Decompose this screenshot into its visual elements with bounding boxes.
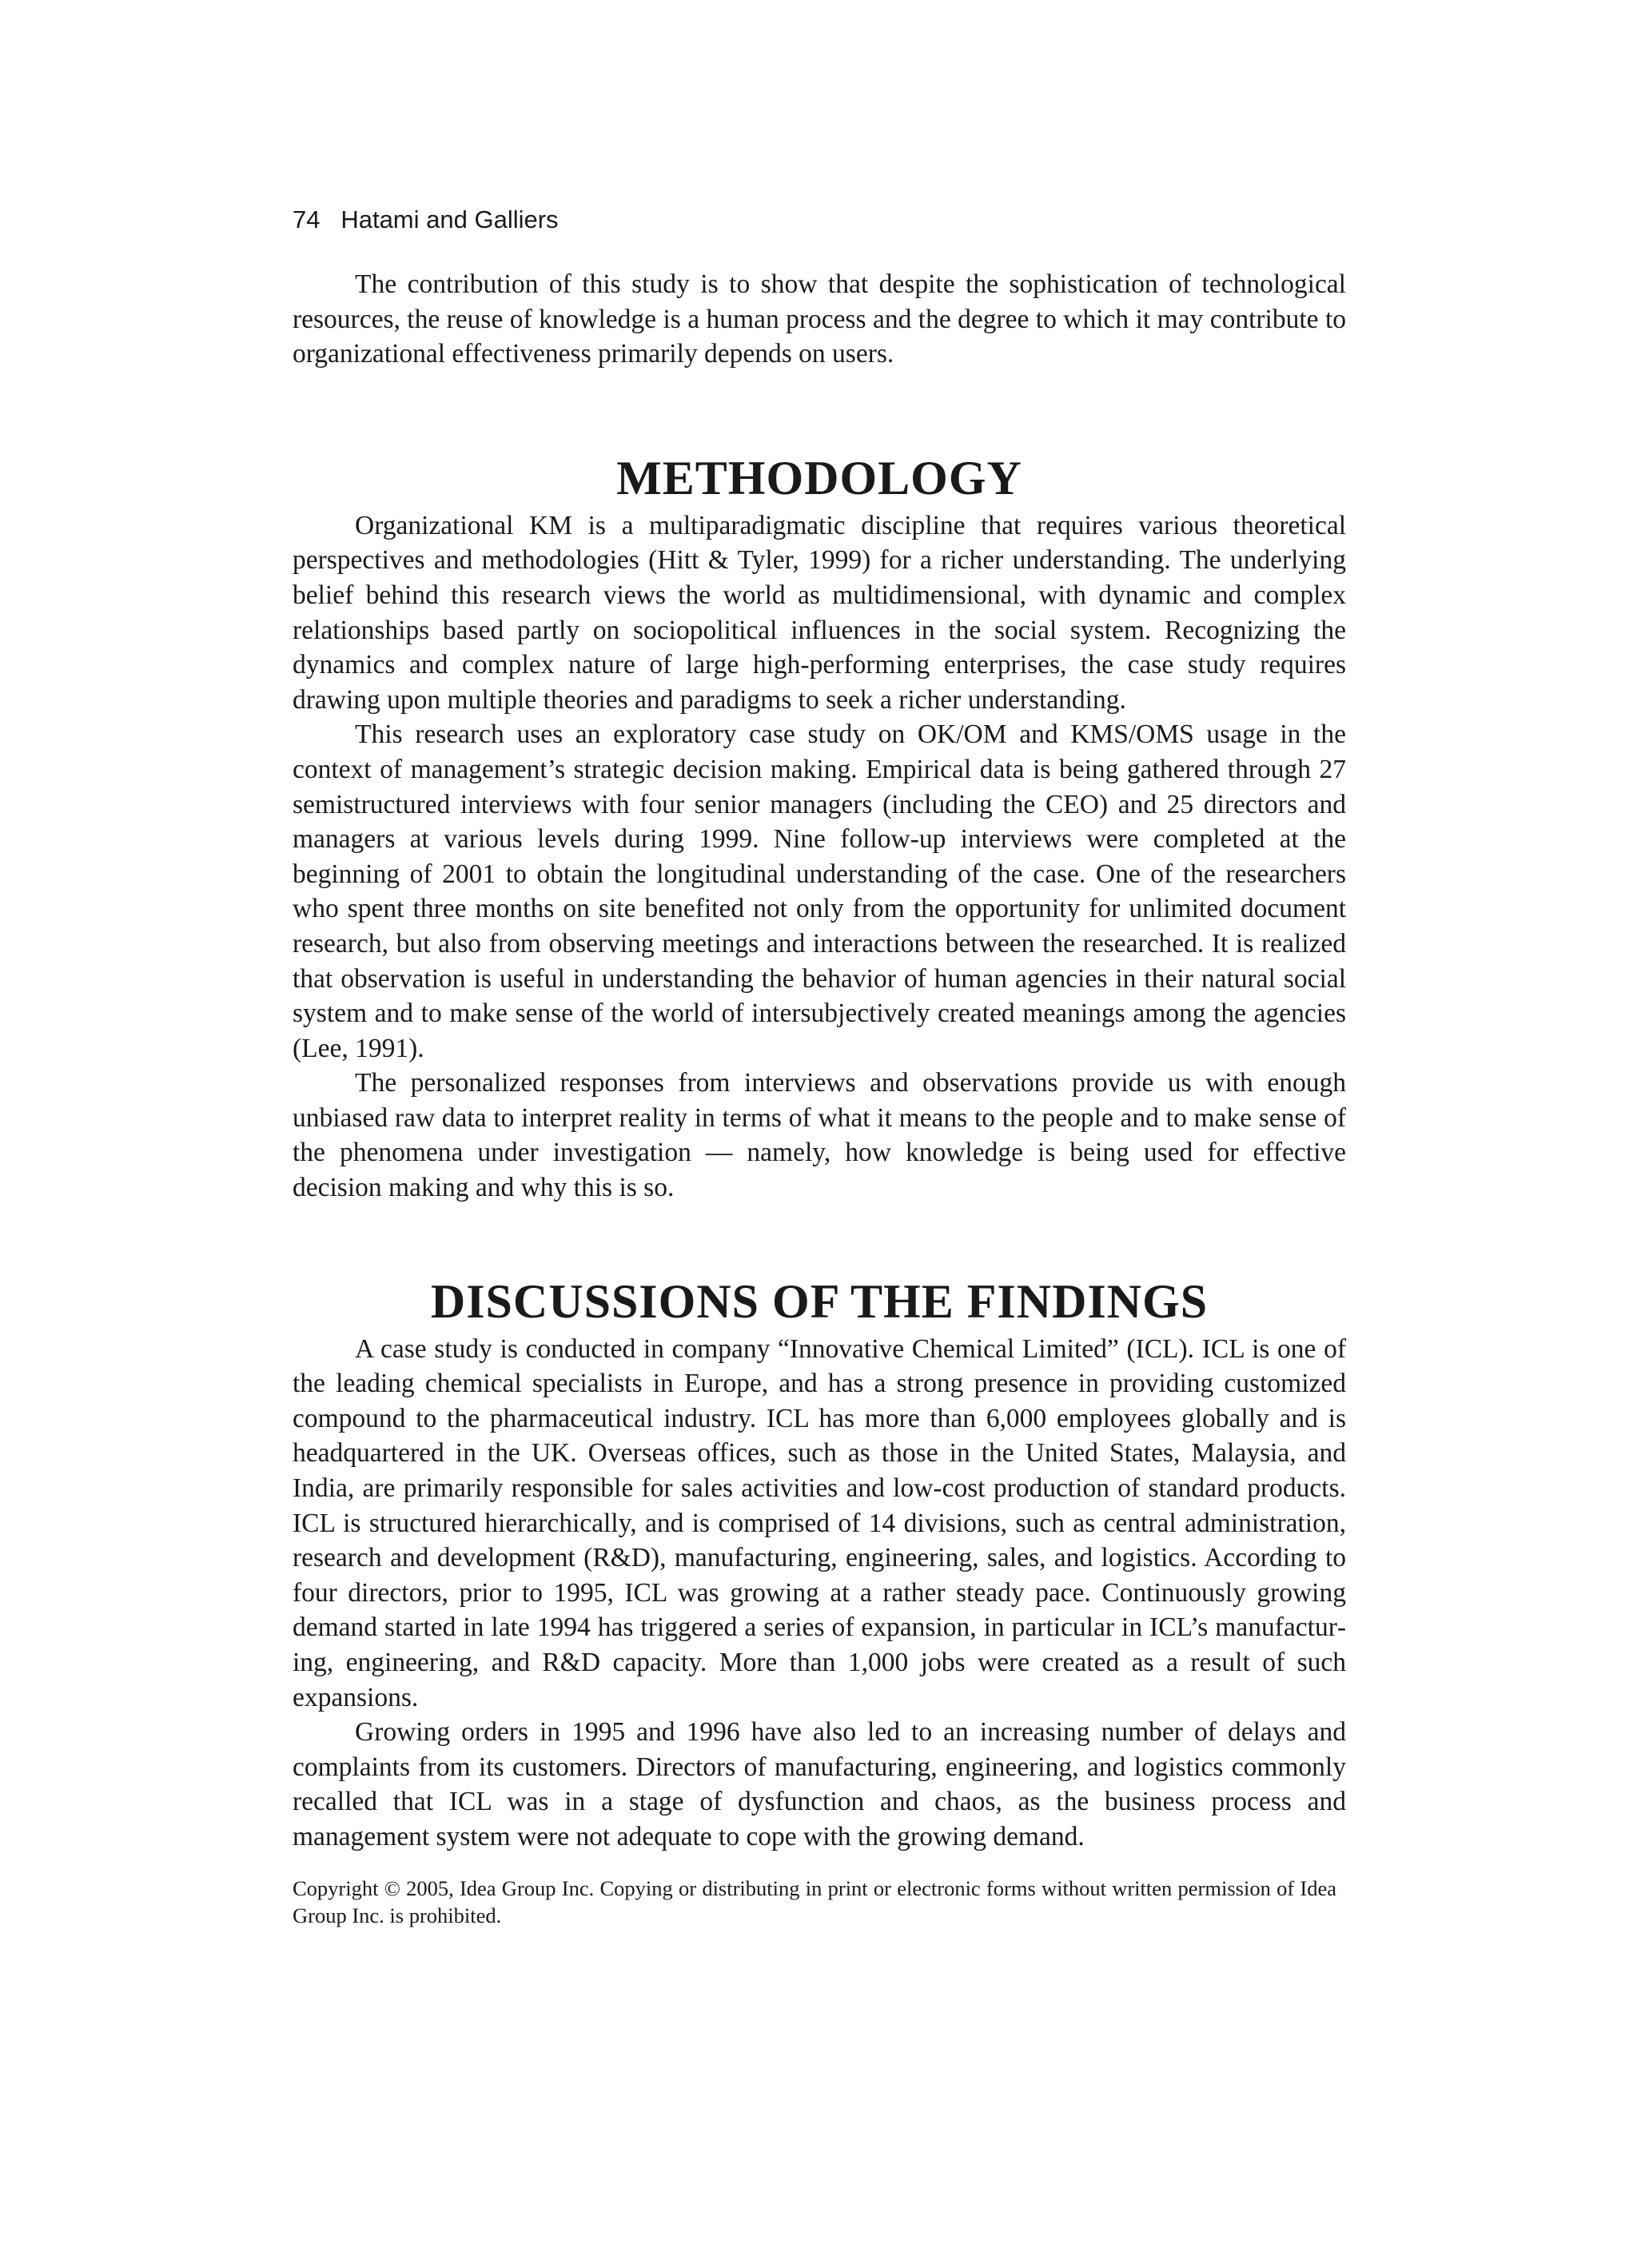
methodology-paragraph-3: The personalized responses from interviews and observations provide us with enough unbiased raw data to interpret reality in terms of what it means to the people and to make sense of the phenomena under investigation — namely, how knowledge is being used for effective decision making and why this is so. xyxy=(293,1068,1346,1203)
running-head xyxy=(293,204,1346,236)
running-head-authors: Hatami and Galliers xyxy=(341,205,559,233)
page-number: 74 xyxy=(293,205,321,233)
methodology-heading: METHODOLOGY xyxy=(616,451,1022,504)
intro-paragraph: The contribution of this study is to show that despite the sophistication of technological resources, the reuse of knowledge is a human process and the degree to which it may contribute to organizational effectiveness primarily depends on users. xyxy=(293,269,1346,369)
page xyxy=(293,204,1346,1929)
methodology-paragraph-2: This research uses an exploratory case study on OK/OM and KMS/OMS usage in the context of management’s strategic decision making. Empirical data is being gathered through 27 semistructured interviews with four senior managers (including the CEO) and 25 directors and managers at various levels during 1999. Nine follow-up interviews were completed at the beginning of 2001 to obtain the longitudinal understanding of the case. One of the researchers who spent three months on site benefited not only from the opportunity for unlimited document research, but also from observing meetings and interactions between the researched. It is realized that observation is useful in understanding the behavior of human agencies in their natural social system and to make sense of the world of intersubjectively created meanings among the agencies (Lee, 1991). xyxy=(293,719,1346,1063)
findings-paragraph-1: A case study is conducted in company “Innovative Chemical Limited” (ICL). ICL is one of the leading chemical specialists in Europe, and has a strong presence in providing customized compound to the pharmaceutical industry. ICL has more than 6,000 employees globally and is headquartered in the UK. Overseas offices, such as those in the United States, Malaysia, and India, are primarily responsible for sales activities and low-cost production of standard products. ICL is structured hierarchically, and is comprised of 14 divisions, such as central administration, research and development (R&D), manufacturing, engineering, sales, and logistics. According to four directors, prior to 1995, ICL was growing at a rather steady pace. Continuously growing demand started in late 1994 has triggered a series of expansion, in particular in ICL’s manufacturing, engineering, and R&D capacity. More than 1,000 jobs were created as a result of such expansions. xyxy=(293,1333,1346,1712)
copyright-notice: Copyright © 2005, Idea Group Inc. Copying or distributing in print or electronic forms without written permission of Idea Group Inc. is prohibited. xyxy=(293,1875,1336,1927)
methodology-paragraph-1: Organizational KM is a multiparadigmatic discipline that requires various theoretical perspectives and methodologies (Hitt & Tyler, 1999) for a richer understanding. The underlying belief behind this research views the world as multidimensional, with dynamic and complex relationships based partly on sociopolitical influences in the social system. Recognizing the dynamics and complex nature of large high-performing enterprises, the case study requires drawing upon multiple theories and paradigms to seek a richer understanding. xyxy=(293,510,1346,715)
findings-paragraph-2: Growing orders in 1995 and 1996 have also led to an increasing number of delays and complaints from its customers. Directors of manufacturing, engineering, and logistics commonly recalled that ICL was in a stage of dysfunction and chaos, as the business process and management system were not adequate to cope with the growing demand. xyxy=(293,1717,1346,1851)
findings-heading: DISCUSSIONS OF THE FINDINGS xyxy=(430,1274,1209,1328)
